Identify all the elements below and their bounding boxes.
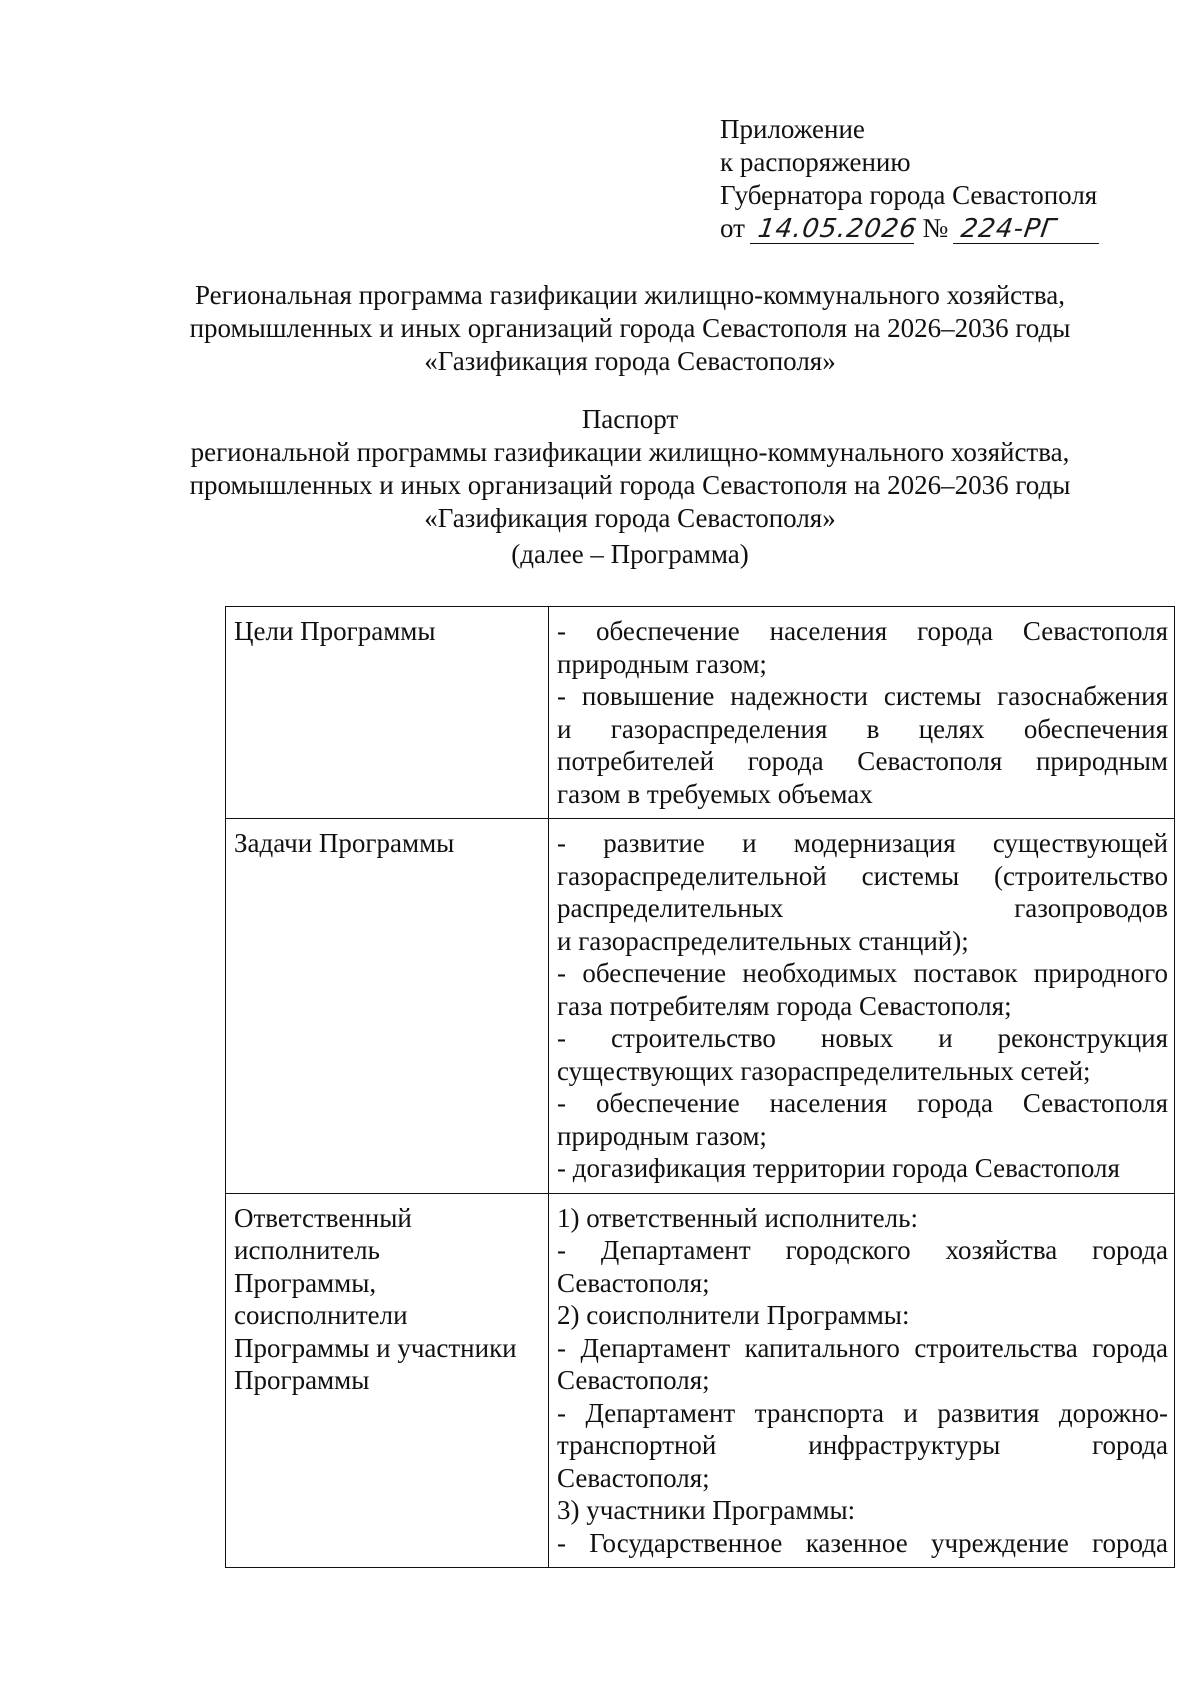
table-content-line: транспортной инфраструктуры города	[557, 1430, 1168, 1460]
table-content-line: Севастополя;	[557, 1462, 710, 1493]
table-content-line: - Департамент транспорта и развития дорожно-	[557, 1397, 1168, 1428]
passport-heading-block	[150, 403, 1110, 571]
table-content-cell	[549, 607, 1175, 819]
table-content-line: - обеспечение населения города Севастополя	[557, 616, 1168, 646]
table-content-cell	[549, 1193, 1175, 1568]
table-content-line: - Государственное казенное учреждение города	[557, 1527, 1168, 1558]
passport-line-1: региональной программы газификации жилищно-коммунального хозяйства,	[190, 437, 1070, 467]
program-title	[150, 279, 1110, 378]
annex-header	[720, 113, 1160, 245]
title-line-3: «Газификация города Севастополя»	[424, 346, 836, 376]
table-content-line: - Департамент городского хозяйства города	[557, 1235, 1168, 1265]
table-content-line: и газораспределительных станций);	[557, 925, 969, 956]
table-label-line: Программы	[234, 1365, 370, 1395]
passport-line-3: «Газификация города Севастополя»	[424, 503, 836, 533]
title-line-1: Региональная программа газификации жилищно-коммунального хозяйства,	[195, 280, 1065, 310]
number-prefix: №	[922, 213, 949, 243]
title-line-2: промышленных и иных организаций города Севастополя на 2026–2036 годы	[189, 313, 1071, 343]
table-content-line: - развитие и модернизация существующей	[557, 828, 1168, 858]
table-content-line: - Департамент капитального строительства города	[557, 1332, 1168, 1363]
table-content-line: 2) соисполнители Программы:	[557, 1300, 910, 1330]
table-content-line: - догазификация территории города Севастополя	[557, 1153, 1120, 1183]
table-label-cell	[226, 819, 549, 1194]
handwritten-number: 224-РГ	[953, 215, 1103, 244]
annex-line-3: Губернатора города Севастополя	[720, 180, 1098, 210]
table-content-line: Севастополя;	[557, 1365, 710, 1395]
passport-table-body	[226, 607, 1175, 1568]
passport-line-2: промышленных и иных организаций города Севастополя на 2026–2036 годы	[189, 470, 1071, 500]
table-label-line: Цели Программы	[234, 616, 436, 646]
table-row	[226, 819, 1175, 1194]
table-row	[226, 607, 1175, 819]
table-content-line: - повышение надежности системы газоснабжения	[557, 681, 1168, 711]
table-content-line: потребителей города Севастополя природным	[557, 746, 1168, 776]
table-label-cell	[226, 607, 549, 819]
table-content-line: природным газом;	[557, 648, 767, 679]
table-content-line: - обеспечение населения города Севастополя	[557, 1088, 1168, 1118]
annex-line-1: Приложение	[720, 114, 865, 144]
table-content-line: 3) участники Программы:	[557, 1495, 856, 1525]
table-content-line: природным газом;	[557, 1120, 767, 1151]
table-content-line: - строительство новых и реконструкция	[557, 1023, 1168, 1053]
table-content-line: существующих газораспределительных сетей;	[557, 1055, 1091, 1086]
table-label-line: исполнитель	[234, 1235, 380, 1265]
passport-table	[225, 606, 1175, 1568]
table-label-line: Задачи Программы	[234, 828, 455, 858]
table-label-line: соисполнители	[234, 1300, 408, 1330]
passport-heading: Паспорт	[581, 404, 679, 434]
date-prefix: от	[720, 213, 745, 243]
annex-date-number-line	[720, 212, 1160, 245]
table-content-line: 1) ответственный исполнитель:	[557, 1202, 918, 1233]
table-content-line: газа потребителям города Севастополя;	[557, 990, 1012, 1021]
annex-line-2: к распоряжению	[720, 147, 911, 177]
table-content-line: и газораспределения в целях обеспечения	[557, 713, 1168, 744]
passport-line-4: (далее – Программа)	[511, 539, 749, 569]
table-label-line: Программы,	[234, 1267, 377, 1298]
table-row	[226, 1193, 1175, 1568]
table-label-line: Программы и участники	[234, 1332, 517, 1363]
table-content-line: распределительных газопроводов	[557, 893, 1168, 923]
table-content-line: Севастополя;	[557, 1267, 710, 1298]
table-label-line: Ответственный	[234, 1202, 412, 1233]
handwritten-date: 14.05.2026	[750, 215, 918, 244]
table-content-line: - обеспечение необходимых поставок природного	[557, 958, 1168, 988]
table-content-line: газораспределительной системы (строительство	[557, 860, 1168, 891]
table-content-line: газом в требуемых объемах	[557, 778, 873, 809]
table-label-cell	[226, 1193, 549, 1568]
table-content-cell	[549, 819, 1175, 1194]
